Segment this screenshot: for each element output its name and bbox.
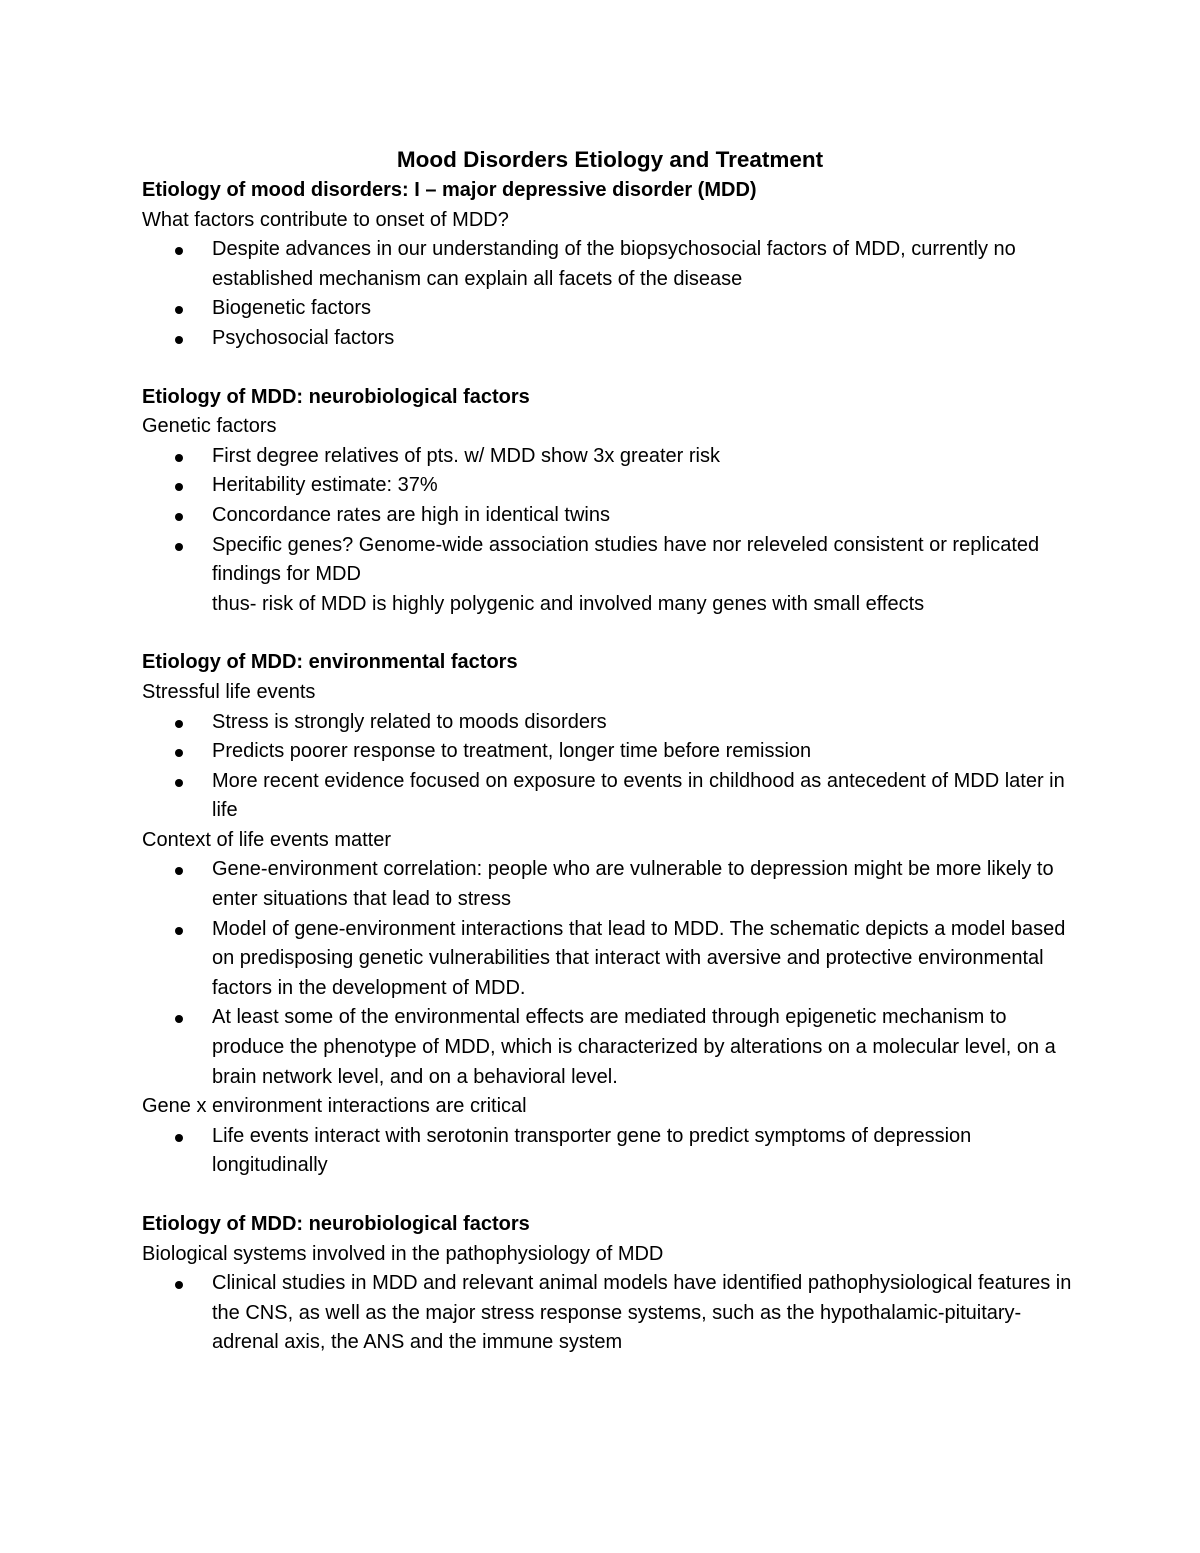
list-item-text: Specific genes? Genome-wide association studies have nor releveled consistent or replicated findings for MDD <box>212 533 1040 586</box>
list-item-text: Heritability estimate: 37% <box>212 474 438 497</box>
list-item <box>142 915 1072 1004</box>
group-subheading: Gene x environment interactions are critical <box>142 1095 527 1118</box>
bullet-icon <box>175 336 183 344</box>
group-subheading: Context of life events matter <box>142 828 392 851</box>
list-item-text: Stress is strongly related to moods disorders <box>212 710 607 733</box>
bullet-icon <box>175 513 183 521</box>
list-item-text: Concordance rates are high in identical twins <box>212 503 610 526</box>
list-item-text: Model of gene-environment interactions that lead to MDD. The schematic depicts a model based on predisposing genetic vulnerabilities that interact with aversive and protective environmental factors in the development of MDD. <box>212 917 1066 999</box>
bullet-icon <box>175 867 183 875</box>
bullet-icon <box>175 720 183 728</box>
bullet-icon <box>175 306 183 314</box>
section-heading: Etiology of MDD: environmental factors <box>142 651 518 674</box>
bullet-list <box>142 855 1072 1092</box>
list-item <box>142 855 1072 914</box>
bullet-icon <box>175 1281 183 1289</box>
list-item <box>142 531 1072 590</box>
section-neurobiological-genetic <box>142 383 1072 620</box>
list-item <box>142 501 1072 531</box>
list-item-text: Life events interact with serotonin transporter gene to predict symptoms of depression longitudinally <box>212 1124 972 1177</box>
bullet-list <box>142 442 1072 590</box>
list-item <box>142 737 1072 767</box>
bullet-icon <box>175 483 183 491</box>
bullet-icon <box>175 454 183 462</box>
section-spacer <box>142 354 1072 383</box>
list-item-text: More recent evidence focused on exposure to events in childhood as antecedent of MDD later in life <box>212 769 1065 822</box>
bullet-list <box>142 1122 1072 1181</box>
list-item <box>142 1003 1072 1092</box>
section-neurobiological-systems <box>142 1210 1072 1358</box>
list-item-text: First degree relatives of pts. w/ MDD show 3x greater risk <box>212 444 720 467</box>
list-item <box>142 767 1072 826</box>
list-item <box>142 294 1072 324</box>
section-subheading: Biological systems involved in the pathophysiology of MDD <box>142 1242 664 1265</box>
section-subheading: Genetic factors <box>142 415 277 438</box>
list-item <box>142 324 1072 354</box>
bullet-list <box>142 708 1072 826</box>
bullet-icon <box>175 247 183 255</box>
document-page <box>142 144 1072 1358</box>
bullet-icon <box>175 779 183 787</box>
section-heading: Etiology of mood disorders: I – major depressive disorder (MDD) <box>142 179 757 201</box>
section-heading: Etiology of MDD: neurobiological factors <box>142 1213 530 1235</box>
bullet-list <box>142 1269 1072 1358</box>
bullet-list <box>142 235 1072 353</box>
section-heading: Etiology of MDD: neurobiological factors <box>142 385 530 408</box>
list-item <box>142 1269 1072 1358</box>
group-subheading: Stressful life events <box>142 680 316 703</box>
bullet-icon <box>175 543 183 551</box>
continuation-text: thus- risk of MDD is highly polygenic and involved many genes with small effects <box>212 592 925 615</box>
section-subheading: What factors contribute to onset of MDD? <box>142 208 509 231</box>
list-item <box>142 1122 1072 1181</box>
bullet-icon <box>175 1015 183 1023</box>
section-spacer <box>142 619 1072 648</box>
list-item-text: Biogenetic factors <box>212 297 371 320</box>
bullet-icon <box>175 749 183 757</box>
list-item <box>142 235 1072 294</box>
list-item-text: Psychosocial factors <box>212 326 395 349</box>
section-spacer <box>142 1181 1072 1210</box>
list-item <box>142 442 1072 472</box>
bullet-icon <box>175 1134 183 1142</box>
list-item <box>142 708 1072 738</box>
bullet-icon <box>175 927 183 935</box>
list-item-text: Clinical studies in MDD and relevant animal models have identified pathophysiological features in the CNS, as well as the major stress response systems, such as the hypothalamic-pituitary-adrenal axis, the ANS and the immune system <box>212 1272 1072 1354</box>
list-item-text: Predicts poorer response to treatment, longer time before remission <box>212 740 812 763</box>
list-item-text: Despite advances in our understanding of the biopsychosocial factors of MDD, currently no established mechanism can explain all facets of the disease <box>212 238 1016 290</box>
list-item-text: At least some of the environmental effects are mediated through epigenetic mechanism to produce the phenotype of MDD, which is characterized by alterations on a molecular level, on a brain network level, and on a behavioral level. <box>212 1006 1056 1088</box>
section-mdd-onset <box>142 176 1072 354</box>
list-item <box>142 471 1072 501</box>
section-environmental <box>142 648 1072 1181</box>
document-title: Mood Disorders Etiology and Treatment <box>396 147 824 172</box>
list-item-text: Gene-environment correlation: people who are vulnerable to depression might be more likely to enter situations that lead to stress <box>212 858 1054 911</box>
